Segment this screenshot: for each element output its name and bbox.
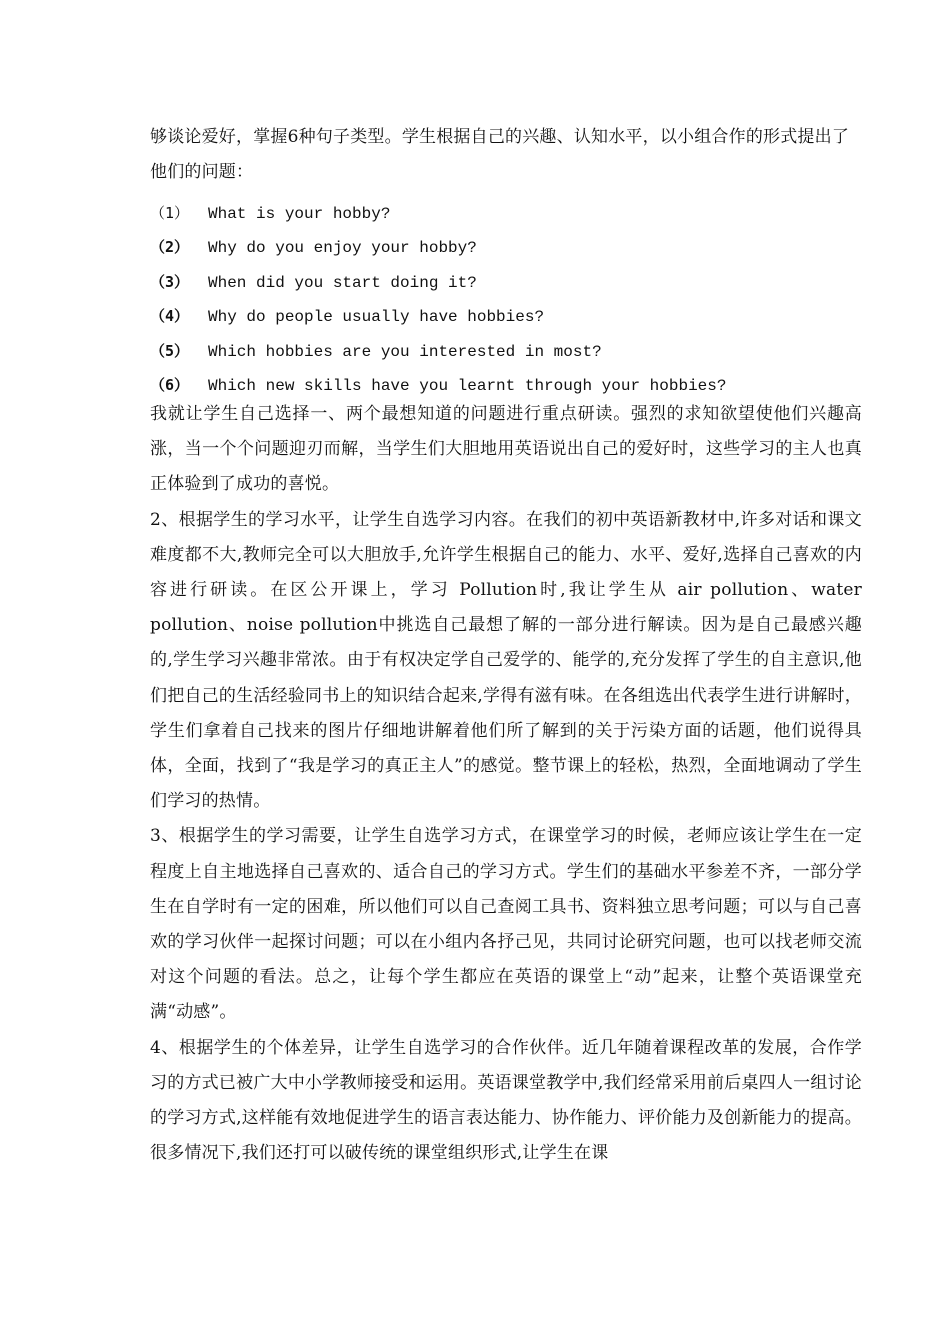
question-item bbox=[150, 196, 862, 230]
question-list bbox=[150, 196, 862, 402]
question-item bbox=[150, 299, 862, 333]
intro-text: 够谈论爱好，掌握6种句子类型。学生根据自己的兴趣、认知水平，以小组合作的形式提出了他们的问题： bbox=[150, 127, 850, 182]
question-text: Why do you enjoy your hobby? bbox=[208, 239, 477, 258]
question-text: Which hobbies are you interested in most? bbox=[208, 342, 602, 361]
paragraph-learning-content: 2、根据学生的学习水平，让学生自选学习内容。在我们的初中英语新教材中,许多对话和课文难度都不大,教师完全可以大胆放手,允许学生根据自己的能力、水平、爱好,选择自己喜欢的内容进行研读。在区公开课上，学习 Pollution时,我让学生从 air pollution、water pollution、noise pollution中挑选自己最想了解的一部分进行解读。因为是自己最感兴趣的,学生学习兴趣非常浓。由于有权决定学自己爱学的、能学的,充分发挥了学生的自主意识,他们把自己的生活经验同书上的知识结合起来,学得有滋有味。在各组选出代表学生进行讲解时，学生们拿着自己找来的图片仔细地讲解着他们所了解到的关于污染方面的话题，他们说得具体，全面，找到了“我是学习的真正主人”的感觉。整节课上的轻松，热烈，全面地调动了学生们学习的热情。 bbox=[150, 509, 862, 812]
body-text bbox=[150, 397, 862, 1171]
question-item bbox=[150, 265, 862, 299]
paragraph-learning-method: 3、根据学生的学习需要，让学生自选学习方式，在课堂学习的时候，老师应该让学生在一定程度上自主地选择自己喜欢的、适合自己的学习方式。学生们的基础水平参差不齐，一部分学生在自学时有一定的困难，所以他们可以自己查阅工具书、资料独立思考问题；可以与自己喜欢的学习伙伴一起探讨问题；可以在小组内各抒己见，共同讨论研究问题，也可以找老师交流对这个问题的看法。总之，让每个学生都应在英语的课堂上“动”起来，让整个英语课堂充满“动感”。 bbox=[150, 826, 862, 1023]
question-number: （2） bbox=[150, 238, 190, 257]
question-text: What is your hobby? bbox=[208, 205, 391, 223]
question-number: （4） bbox=[150, 307, 190, 326]
paragraph-selection: 我就让学生自己选择一、两个最想知道的问题进行重点研读。强烈的求知欲望使他们兴趣高涨，当一个个问题迎刃而解，当学生们大胆地用英语说出自己的爱好时，这些学习的主人也真正体验到了成功的喜悦。 bbox=[150, 404, 862, 495]
question-number: （3） bbox=[150, 272, 190, 291]
question-number: （5） bbox=[150, 341, 190, 360]
question-text: Which new skills have you learnt through your hobbies? bbox=[208, 376, 727, 395]
question-number: （6） bbox=[150, 375, 190, 394]
question-text: When did you start doing it? bbox=[208, 273, 477, 292]
question-item bbox=[150, 230, 862, 264]
intro-paragraph bbox=[150, 120, 862, 190]
question-number: （1） bbox=[150, 204, 190, 222]
question-text: Why do people usually have hobbies? bbox=[208, 308, 545, 327]
question-item bbox=[150, 334, 862, 368]
paragraph-learning-partner: 4、根据学生的个体差异，让学生自选学习的合作伙伴。近几年随着课程改革的发展，合作学习的方式已被广大中小学教师接受和运用。英语课堂教学中,我们经常采用前后桌四人一组讨论的学习方式,这样能有效地促进学生的语言表达能力、协作能力、评价能力及创新能力的提高。很多情况下,我们还打可以破传统的课堂组织形式,让学生在课 bbox=[150, 1037, 862, 1164]
